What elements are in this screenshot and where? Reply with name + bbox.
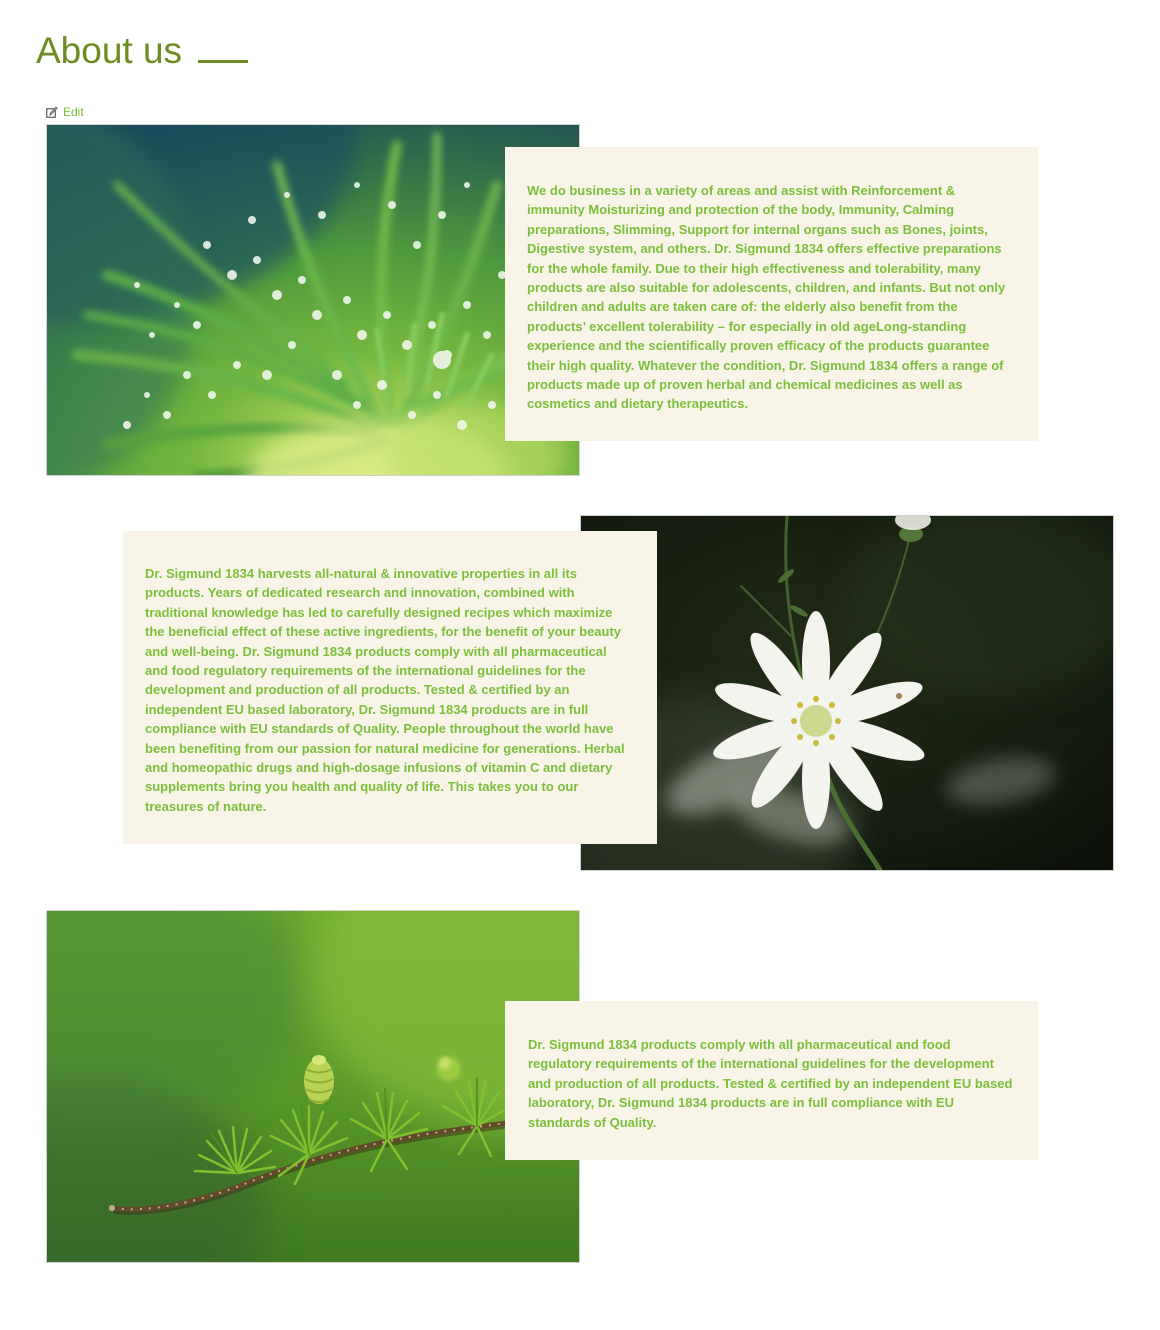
text-panel-1 bbox=[505, 147, 1038, 441]
about-paragraph-3: Dr. Sigmund 1834 products comply with all pharmaceutical and food regulatory requirements of the international guidelines for the development and production of all products. Tested & certified by an independent EU based laboratory, Dr. Sigmund 1834 products are in full compliance with EU standards of Quality. bbox=[528, 1037, 1013, 1130]
larch-branch-image bbox=[46, 910, 580, 1263]
edit-icon bbox=[46, 106, 58, 118]
edit-link[interactable] bbox=[46, 105, 84, 119]
page-title bbox=[36, 30, 248, 72]
text-panel-3 bbox=[505, 1001, 1038, 1160]
edit-link-label: Edit bbox=[63, 105, 84, 119]
text-panel-2 bbox=[123, 531, 657, 844]
title-dash bbox=[198, 60, 248, 63]
white-flower-image bbox=[580, 515, 1114, 871]
fern-macro-image bbox=[46, 124, 580, 476]
about-paragraph-2: Dr. Sigmund 1834 harvests all-natural & innovative properties in all its products. Years of dedicated research and innovation, combined with traditional knowledge has led to carefully designed recipes which maximize the beneficial effect of these active ingredients, for the benefit of your beauty and well-being. Dr. Sigmund 1834 products comply with all pharmaceutical and food regulatory requirements of the international guidelines for the development and production of all products. Tested & certified by an independent EU based laboratory, Dr. Sigmund 1834 products are in full compliance with EU standards of Quality. People throughout the world have been benefiting from our passion for natural medicine for generations. Herbal and homeopathic drugs and high-dosage infusions of vitamin C and dietary supplements bring you health and quality of life. This takes you to our treasures of nature. bbox=[145, 566, 625, 814]
page-title-text: About us bbox=[36, 30, 183, 71]
about-paragraph-1: We do business in a variety of areas and assist with Reinforcement & immunity Moisturizing and protection of the body, Immunity, Calming preparations, Slimming, Support for internal organs such as Bones, joints, Digestive system, and others. Dr. Sigmund 1834 offers effective preparations for the whole family. Due to their high effectiveness and tolerability, many products are also suitable for adolescents, children, and infants. But not only children and adults are taken care of: the elderly also benefit from the products’ excellent tolerability – for especially in old ageLong-standing experience and the scientifically proven efficacy of the products guarantee their high quality. Whatever the condition, Dr. Sigmund 1834 offers a range of products made up of proven herbal and chemical medicines as well as cosmetics and dietary therapeutics. bbox=[527, 183, 1006, 412]
